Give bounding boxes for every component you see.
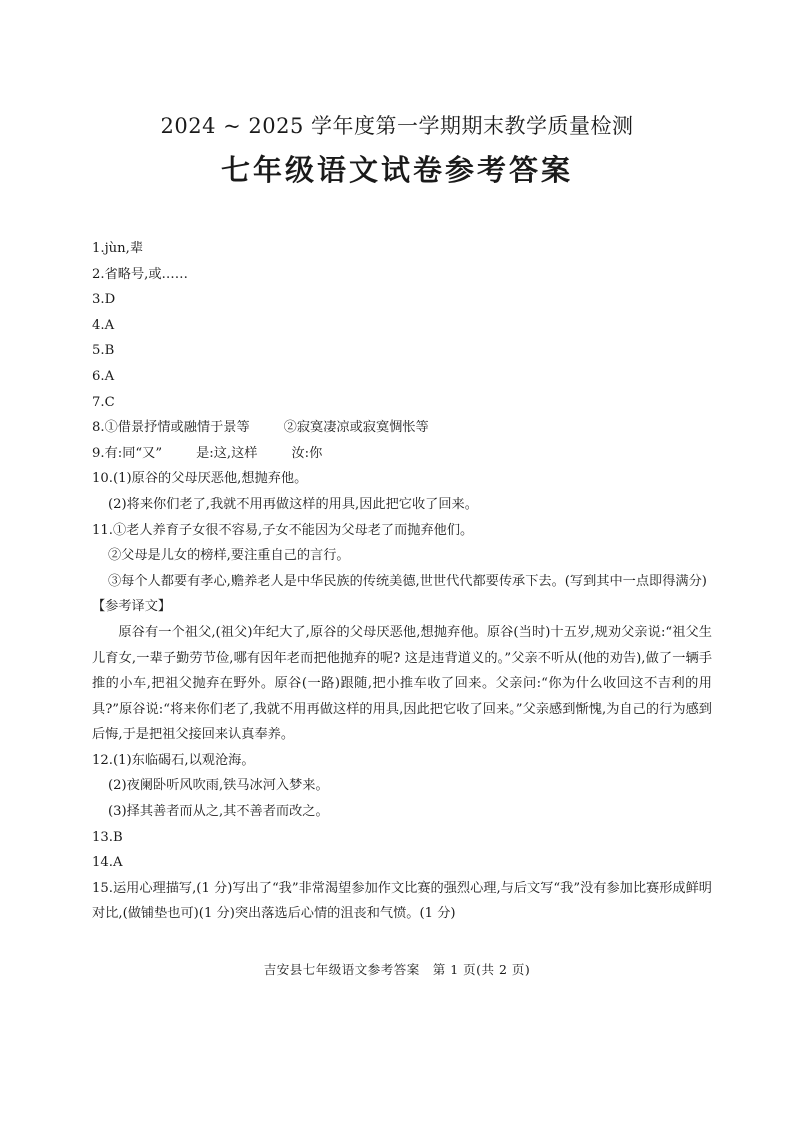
answer-2: 2.省略号,或…… <box>92 266 188 282</box>
answer-list <box>92 236 712 927</box>
answer-13: 13.B <box>92 829 123 845</box>
answer-9-part-2: 是:这,这样 <box>196 445 258 461</box>
answer-9-part-1: 9.有:同“又” <box>92 445 163 461</box>
answer-9 <box>92 441 712 467</box>
answer-12-1: 12.(1)东临碣石,以观沧海。 <box>92 752 255 768</box>
answer-12-2: (2)夜阑卧听风吹雨,铁马冰河入梦来。 <box>108 778 329 794</box>
answer-10-2: (2)将来你们老了,我就不用再做这样的用具,因此把它收了回来。 <box>108 496 478 512</box>
answer-7: 7.C <box>92 394 115 410</box>
answer-5: 5.B <box>92 343 115 359</box>
answer-1: 1.jùn,辈 <box>92 241 144 256</box>
reference-translation-text: 原谷有一个祖父,(祖父)年纪大了,原谷的父母厌恶他,想抛弃他。原谷(当时)十五岁,规劝父亲说:“祖父生儿育女,一辈子勤劳节俭,哪有因年老而把他抛弃的呢? 这是违背道义的。”父亲不听从(他的劝告),做了一辆手推的小车,把祖父抛弃在野外。原谷(一路)跟随,把小推车收了回来。父亲问:“你为什么收回这不吉利的用具?”原谷说:“将来你们老了,我就不用再做这样的用具,因此把它收了回来。”父亲感到惭愧,为自己的行为感到后悔,于是把祖父接回来认真奉养。 <box>92 624 712 743</box>
answer-8 <box>92 415 712 441</box>
answer-3: 3.D <box>92 292 116 308</box>
reference-translation-heading: 【参考译文】 <box>92 599 172 615</box>
answer-4: 4.A <box>92 317 115 333</box>
answer-14: 14.A <box>92 855 123 871</box>
answer-9-part-3: 汝:你 <box>291 445 323 461</box>
answer-10-1: 10.(1)原谷的父母厌恶他,想抛弃他。 <box>92 471 308 487</box>
answer-8-part-1: 8.①借景抒情或融情于景等 <box>92 420 250 436</box>
answer-6: 6.A <box>92 368 115 384</box>
page-footer: 吉安县七年级语文参考答案 第 1 页(共 2 页) <box>263 962 531 977</box>
answer-11-1: 11.①老人养育子女很不容易,子女不能因为父母老了而抛弃他们。 <box>92 522 474 538</box>
answer-11-3 <box>92 569 712 595</box>
answer-sheet-title: 七年级语文试卷参考答案 <box>220 153 573 187</box>
answer-11-2: ②父母是儿女的榜样,要注重自己的言行。 <box>108 548 350 564</box>
answer-8-part-2: ②寂寞凄凉或寂寞惆怅等 <box>283 420 429 436</box>
answer-15: 15.运用心理描写,(1 分)写出了“我”非常渴望参加作文比赛的强烈心理,与后文写“我”没有参加比赛形成鲜明对比,(做铺垫也可)(1 分)突出落选后心情的沮丧和气愤。(1 分) <box>92 880 712 922</box>
answer-12-3: (3)择其善者而从之,其不善者而改之。 <box>108 804 329 820</box>
exam-title: 2024 ~ 2025 学年度第一学期期末教学质量检测 <box>160 114 634 138</box>
answer-11-3-text: ③每个人都要有孝心,赡养老人是中华民族的传统美德,世世代代都要传承下去。(写到其中一点即得满分) <box>108 573 707 589</box>
